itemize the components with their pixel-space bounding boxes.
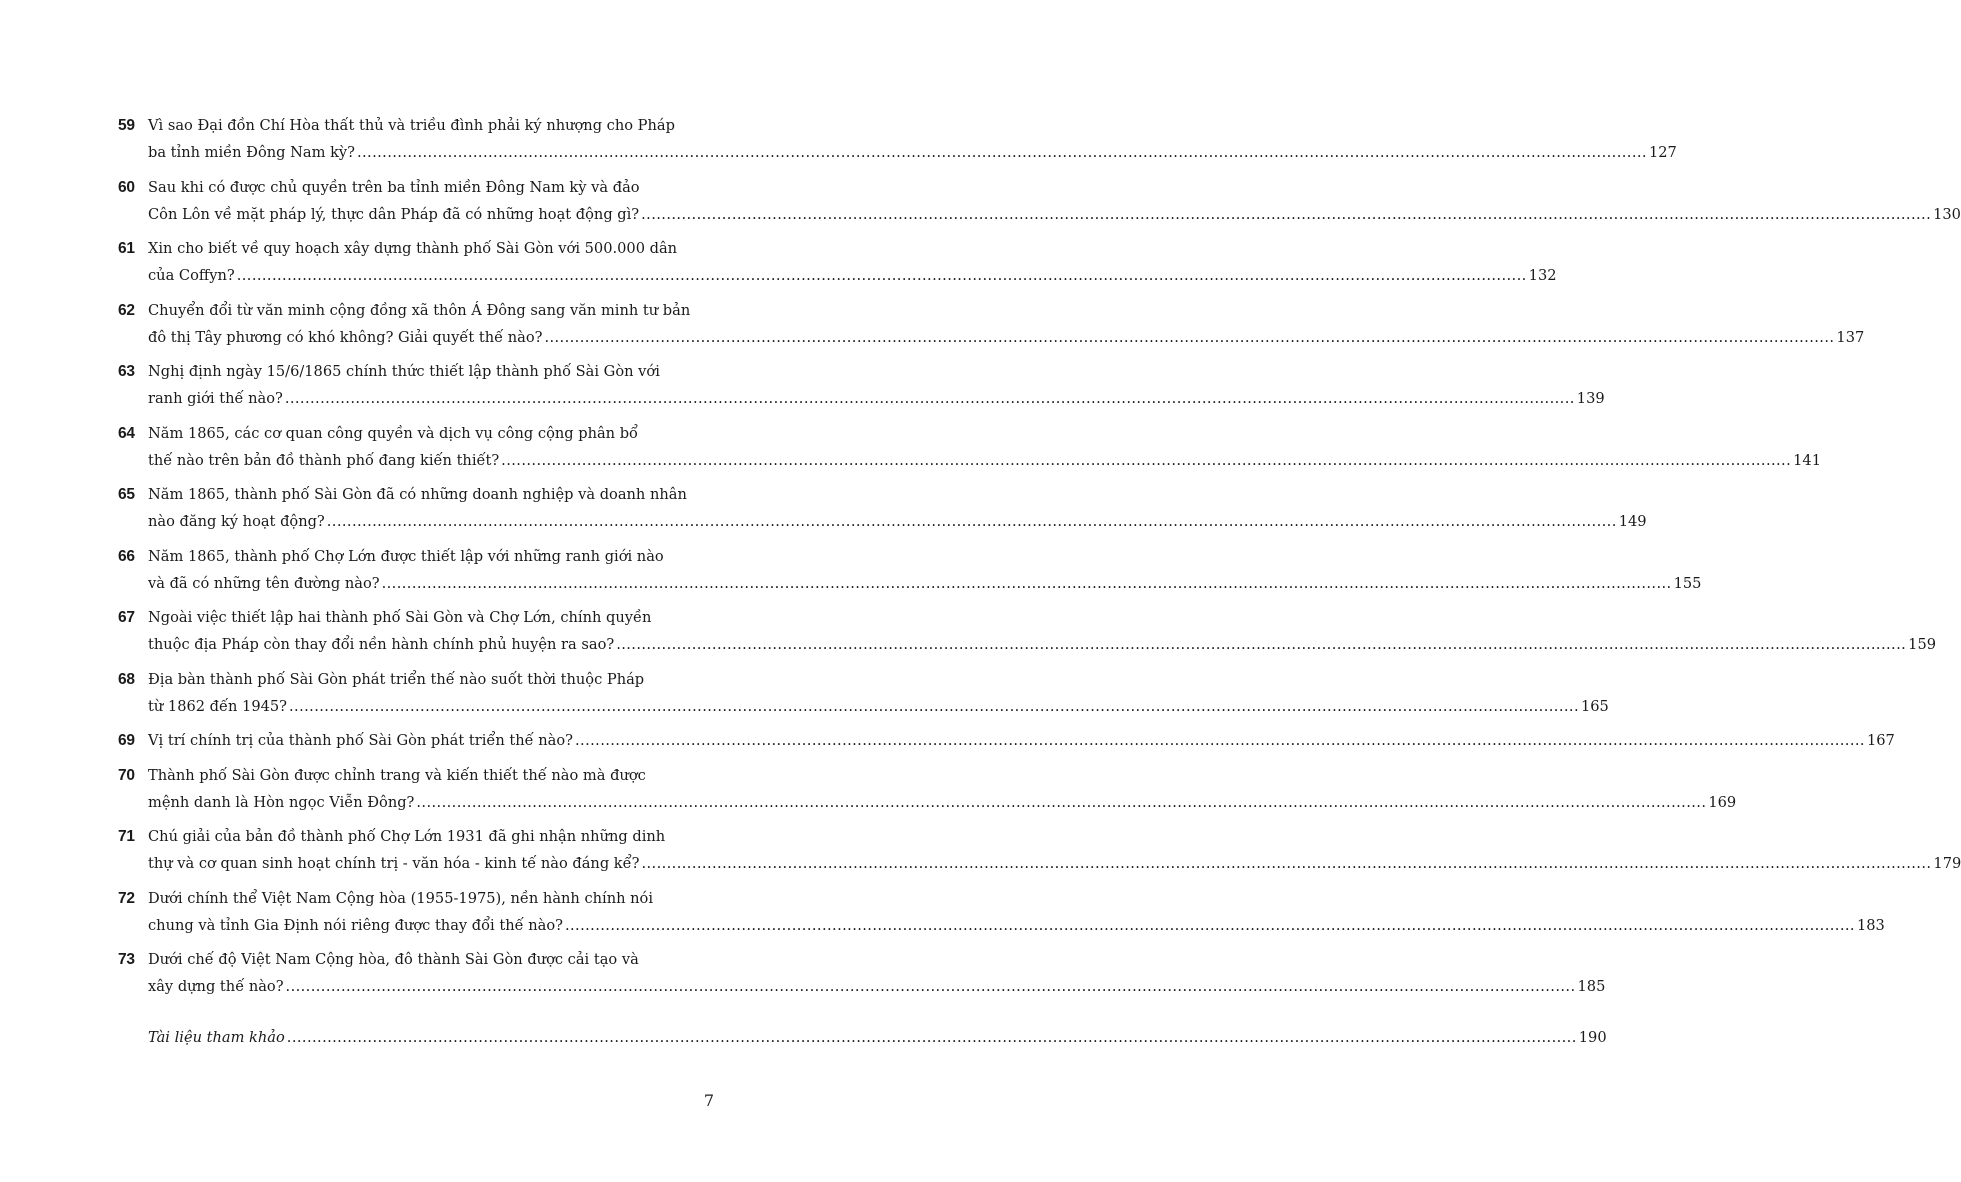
references-label: Tài liệu tham khảo (148, 1029, 285, 1046)
dot-leader (357, 139, 1647, 166)
table-of-contents (118, 112, 1961, 1051)
dot-leader (382, 570, 1672, 597)
toc-entry-title-line2: của Coffyn? (148, 267, 235, 284)
toc-entry-title-line2: chung và tỉnh Gia Định nói riêng được thay đổi thế nào? (148, 916, 563, 934)
dot-leader (565, 912, 1855, 939)
toc-entry-text (148, 946, 1605, 1000)
toc-entry[interactable] (118, 174, 1961, 228)
toc-entry-title-line1: Năm 1865, thành phố Chợ Lớn được thiết lập với những ranh giới nào (148, 547, 664, 565)
references-page: 190 (1578, 1029, 1607, 1046)
toc-entry-title-line1: Ngoài việc thiết lập hai thành phố Sài Gòn và Chợ Lớn, chính quyền (148, 609, 652, 626)
toc-entry-text (148, 762, 1736, 816)
toc-entry-page: 155 (1673, 574, 1702, 592)
toc-entry[interactable] (118, 885, 1885, 939)
toc-entry[interactable] (118, 666, 1609, 720)
toc-entry[interactable] (118, 235, 1557, 289)
toc-entry-text (148, 885, 1885, 939)
toc-entry-title-line1: Thành phố Sài Gòn được chỉnh trang và kiến thiết thế nào mà được (148, 766, 646, 784)
toc-entry-title-line2: Côn Lôn về mặt pháp lý, thực dân Pháp đã có những hoạt động gì? (148, 205, 640, 223)
toc-entry-title-line2: thự và cơ quan sinh hoạt chính trị - văn hóa - kinh tế nào đáng kể? (148, 855, 640, 872)
toc-entry-text (148, 297, 1864, 351)
toc-entry-number: 66 (118, 547, 135, 565)
toc-entry-number: 65 (118, 486, 135, 503)
toc-entry[interactable] (118, 946, 1606, 1000)
toc-entry-title-line1: Năm 1865, các cơ quan công quyền và dịch vụ công cộng phân bổ (148, 424, 638, 442)
dot-leader (416, 789, 1706, 816)
toc-entry-page: 127 (1648, 144, 1677, 161)
toc-entry[interactable] (118, 762, 1737, 816)
toc-entry-text (148, 727, 1895, 754)
dot-leader (285, 385, 1575, 412)
dot-leader (237, 262, 1527, 289)
toc-entry-text (148, 174, 1961, 228)
toc-entry-page: 149 (1618, 513, 1647, 530)
toc-entry-page: 159 (1908, 636, 1937, 653)
toc-entry-title-line1: Sau khi có được chủ quyền trên ba tỉnh miền Đông Nam kỳ và đảo (148, 178, 640, 196)
toc-entry-title-line2: đô thị Tây phương có khó không? Giải quyết thế nào? (148, 328, 543, 346)
toc-entry-number: 70 (118, 766, 135, 784)
toc-entry-text (148, 112, 1677, 166)
toc-entry-number: 59 (118, 117, 135, 134)
toc-entry-title-line1: Dưới chính thể Việt Nam Cộng hòa (1955-1975), nền hành chính nói (148, 889, 654, 907)
toc-entry-number: 73 (118, 951, 135, 968)
dot-leader (287, 1024, 1577, 1051)
toc-entry-page: 169 (1708, 793, 1737, 811)
toc-entry-title-line2: ranh giới thế nào? (148, 390, 283, 407)
toc-entry-title-line1: Địa bàn thành phố Sài Gòn phát triển thế nào suốt thời thuộc Pháp (148, 670, 645, 688)
toc-entry-title-line1: Chuyển đổi từ văn minh cộng đồng xã thôn Á Đông sang văn minh tư bản (148, 301, 691, 319)
toc-entries (118, 112, 1961, 1000)
toc-entry-number: 63 (118, 363, 135, 380)
toc-entry-title-line1: Dưới chế độ Việt Nam Cộng hòa, đô thành Sài Gòn được cải tạo và (148, 951, 639, 968)
toc-entry-page: 130 (1933, 205, 1961, 223)
toc-entry[interactable] (118, 604, 1937, 658)
toc-entry-number: 67 (118, 609, 135, 626)
toc-entry[interactable] (118, 358, 1605, 412)
dot-leader (327, 508, 1617, 535)
toc-entry-text (148, 823, 1961, 877)
dot-leader (641, 850, 1931, 877)
toc-entry-number: 69 (118, 732, 135, 749)
toc-entry-number: 71 (118, 828, 135, 845)
toc-entry-title-line2: và đã có những tên đường nào? (148, 574, 380, 592)
toc-entry-title-line2: mệnh danh là Hòn ngọc Viễn Đông? (148, 793, 415, 811)
toc-entry-number: 64 (118, 424, 135, 442)
toc-entry-number: 72 (118, 889, 135, 907)
toc-entry-title-line2: ba tỉnh miền Đông Nam kỳ? (148, 144, 355, 161)
toc-entry[interactable] (118, 543, 1702, 597)
toc-entry-title-line2: từ 1862 đến 1945? (148, 697, 288, 715)
toc-entry-title-line1: Vì sao Đại đồn Chí Hòa thất thủ và triều đình phải ký nhượng cho Pháp (148, 117, 675, 134)
toc-entry-number: 68 (118, 670, 135, 688)
toc-entry-text (148, 543, 1701, 597)
page-number: 7 (703, 1091, 714, 1110)
toc-entry-title-line2: thế nào trên bản đồ thành phố đang kiến thiết? (148, 451, 500, 469)
dot-leader (289, 693, 1579, 720)
dot-leader (286, 973, 1576, 1000)
toc-entry-page: 179 (1933, 855, 1961, 872)
toc-entry-page: 167 (1866, 732, 1895, 749)
toc-entry-title-line2: thuộc địa Pháp còn thay đổi nền hành chính phủ huyện ra sao? (148, 636, 615, 653)
toc-entry-number: 61 (118, 240, 135, 257)
dot-leader (641, 201, 1931, 228)
toc-entry[interactable] (118, 481, 1647, 535)
toc-entry[interactable] (118, 727, 1895, 754)
dot-leader (616, 631, 1906, 658)
toc-entry[interactable] (118, 112, 1677, 166)
toc-entry-title-line1: Xin cho biết về quy hoạch xây dựng thành phố Sài Gòn với 500.000 dân (148, 240, 678, 257)
toc-entry-text (148, 604, 1936, 658)
toc-entry-title-line1: Nghị định ngày 15/6/1865 chính thức thiết lập thành phố Sài Gòn với (148, 363, 660, 380)
toc-entry-title-line2: xây dựng thế nào? (148, 978, 284, 995)
toc-entry[interactable] (118, 823, 1961, 877)
toc-entry-page: 132 (1528, 267, 1557, 284)
toc-entry-title-line2: nào đăng ký hoạt động? (148, 513, 325, 530)
toc-entry-number: 60 (118, 178, 135, 196)
toc-entry-page: 165 (1580, 697, 1609, 715)
toc-entry-number: 62 (118, 301, 135, 319)
toc-entry-title-line1: Chú giải của bản đồ thành phố Chợ Lớn 1931 đã ghi nhận những dinh (148, 828, 666, 845)
dot-leader (501, 447, 1791, 474)
toc-entry-page: 183 (1856, 916, 1885, 934)
toc-entry-text (148, 666, 1609, 720)
toc-entry-text (148, 235, 1557, 289)
toc-entry-title-line2: Vị trí chính trị của thành phố Sài Gòn phát triển thế nào? (148, 732, 573, 749)
toc-entry[interactable] (118, 297, 1865, 351)
toc-entry-text (148, 420, 1821, 474)
toc-entry-page: 139 (1576, 390, 1605, 407)
toc-entry-references[interactable] (118, 1024, 1607, 1051)
toc-entry-page: 141 (1793, 451, 1821, 469)
dot-leader (575, 727, 1865, 754)
toc-entry-text (148, 481, 1647, 535)
toc-entry-text (148, 358, 1605, 412)
toc-entry[interactable] (118, 420, 1821, 474)
toc-entry-page: 137 (1836, 328, 1865, 346)
toc-entry-page: 185 (1577, 978, 1606, 995)
toc-entry-title-line1: Năm 1865, thành phố Sài Gòn đã có những doanh nghiệp và doanh nhân (148, 486, 687, 503)
dot-leader (544, 324, 1834, 351)
